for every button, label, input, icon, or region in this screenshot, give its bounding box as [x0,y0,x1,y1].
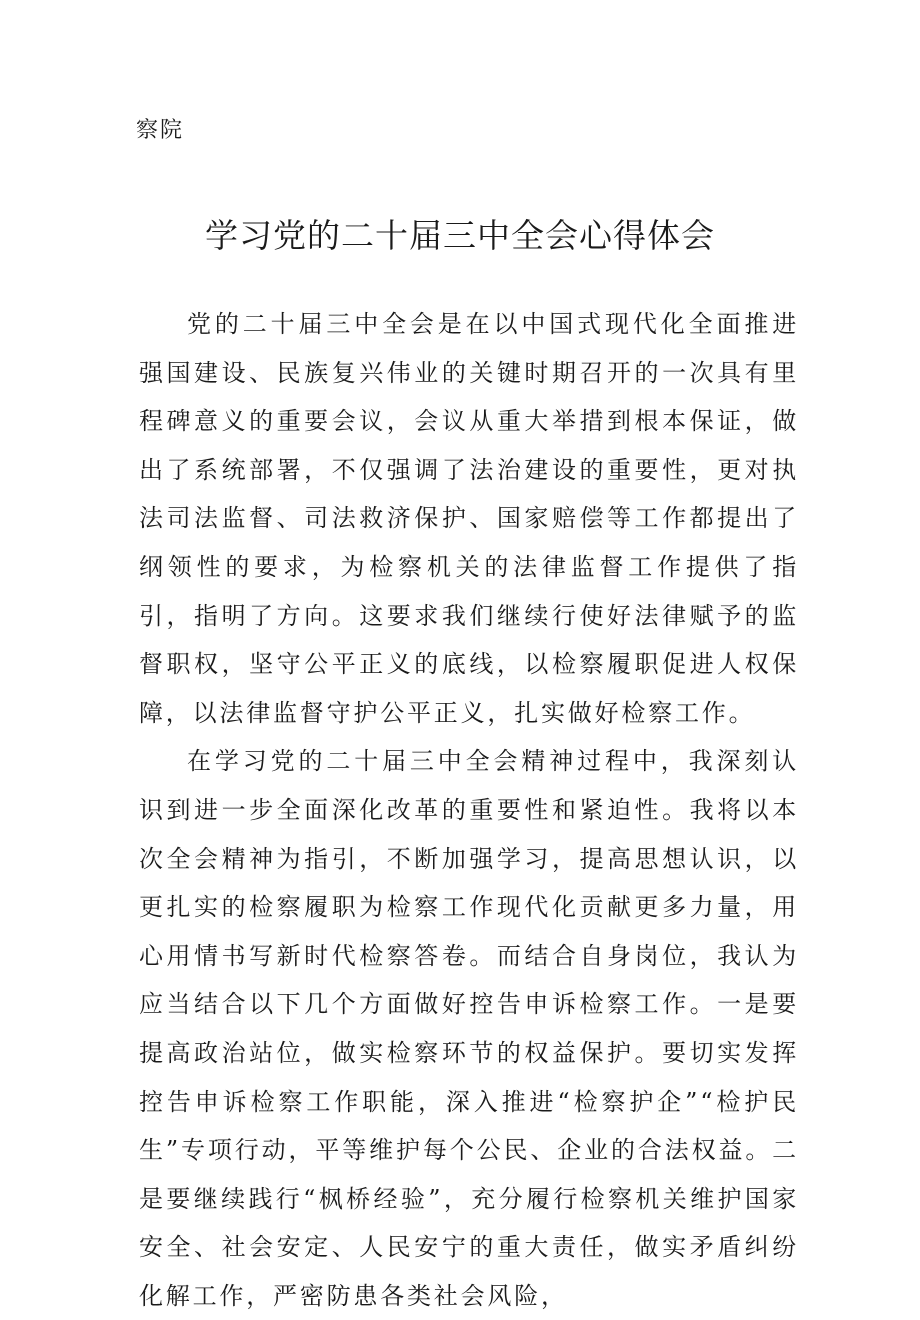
document-title: 学习党的二十届三中全会心得体会 [205,216,715,255]
paragraph-1: 党的二十届三中全会是在以中国式现代化全面推进强国建设、民族复兴伟业的关键时期召开的一次具有里程碑意义的重要会议，会议从重大举措到根本保证，做出了系统部署，不仅强调了法治建设的重要性，更对执法司法监督、司法救济保护、国家赔偿等工作都提出了纲领性的要求，为检察机关的法律监督工作提供了指引，指明了方向。这要求我们继续行使好法律赋予的监督职权，坚守公平正义的底线，以检察履职促进人权保障，以法律监督守护公平正义，扎实做好检察工作。 [139,310,799,727]
header-fragment: 察院 [136,118,185,143]
document-body [139,300,799,1320]
paragraph-2: 在学习党的二十届三中全会精神过程中，我深刻认识到进一步全面深化改革的重要性和紧迫性。我将以本次全会精神为指引，不断加强学习，提高思想认识，以更扎实的检察履职为检察工作现代化贡献更多力量，用心用情书写新时代检察答卷。而结合自身岗位，我认为应当结合以下几个方面做好控告申诉检察工作。一是要提高政治站位，做实检察环节的权益保护。要切实发挥控告申诉检察工作职能，深入推进“检察护企”“检护民生”专项行动，平等维护每个公民、企业的合法权益。二是要继续践行“枫桥经验”，充分履行检察机关维护国家安全、社会安定、人民安宁的重大责任，做实矛盾纠纷化解工作，严密防患各类社会风险， [139,747,799,1310]
